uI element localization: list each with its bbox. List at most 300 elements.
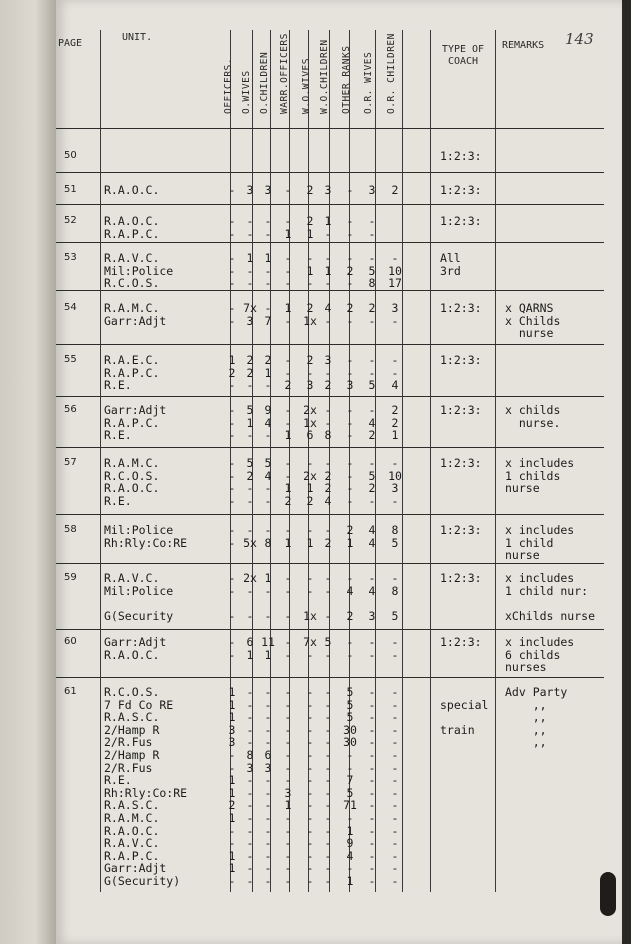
header-unit: UNIT. bbox=[122, 32, 153, 43]
header-page: PAGE bbox=[58, 38, 83, 49]
count-cell: - bbox=[346, 468, 354, 483]
header-coach: TYPE OF COACH bbox=[441, 44, 485, 67]
count-cell: - bbox=[391, 251, 399, 265]
count-cell: - bbox=[324, 571, 332, 585]
count-cell: 5 bbox=[368, 468, 376, 483]
count-cell: - bbox=[324, 760, 332, 775]
count-cell: - bbox=[368, 456, 376, 470]
count-cell: 2 bbox=[246, 468, 254, 483]
count-cell: - bbox=[284, 874, 292, 888]
row-number: 50 bbox=[64, 150, 77, 161]
count-cell: - bbox=[246, 785, 254, 800]
count-cell: 6 bbox=[306, 428, 314, 443]
count-cell: - bbox=[228, 415, 236, 430]
unit-name: R.A.P.C. bbox=[104, 365, 160, 380]
count-cell: - bbox=[228, 635, 236, 649]
count-cell: 1 bbox=[391, 428, 399, 443]
count-cell: - bbox=[324, 276, 332, 291]
unit-name: R.C.O.S. bbox=[104, 685, 160, 699]
row-number: 55 bbox=[64, 354, 77, 365]
count-cell: - bbox=[368, 571, 376, 585]
count-cell: - bbox=[306, 583, 314, 598]
count-cell: - bbox=[246, 428, 254, 443]
count-cell: - bbox=[346, 811, 354, 825]
count-cell: - bbox=[391, 798, 399, 813]
count-cell: 1 bbox=[264, 251, 272, 265]
count-cell: 1 bbox=[264, 571, 272, 585]
count-cell: - bbox=[264, 811, 272, 825]
count-cell: - bbox=[368, 773, 376, 788]
count-cell: - bbox=[346, 276, 354, 291]
count-cell: 1 bbox=[324, 263, 332, 278]
count-cell: - bbox=[228, 823, 236, 838]
count-cell: 2 bbox=[284, 493, 292, 508]
coach-type: 1:2:3: bbox=[440, 456, 482, 470]
count-cell: - bbox=[391, 635, 399, 649]
count-cell: 1 bbox=[228, 773, 236, 788]
unit-name: Rh:Rly:Co:RE bbox=[104, 785, 188, 800]
count-cell: - bbox=[284, 214, 292, 228]
count-cell: - bbox=[284, 183, 292, 197]
count-cell: - bbox=[284, 773, 292, 788]
count-cell: 1x bbox=[303, 415, 317, 430]
count-cell: - bbox=[324, 823, 332, 838]
count-cell: 5 bbox=[246, 456, 254, 470]
count-cell: 1x bbox=[303, 313, 317, 328]
count-cell: - bbox=[264, 481, 272, 496]
count-cell: - bbox=[306, 785, 314, 800]
count-cell: 4 bbox=[324, 493, 332, 508]
count-cell: 30 bbox=[343, 722, 357, 737]
count-cell: - bbox=[306, 748, 314, 762]
count-cell: - bbox=[368, 251, 376, 265]
count-cell: - bbox=[246, 523, 254, 537]
count-cell: - bbox=[264, 697, 272, 712]
count-cell: - bbox=[264, 798, 272, 813]
count-cell: 10 bbox=[388, 263, 402, 278]
row-rule bbox=[56, 563, 604, 564]
count-cell: 5 bbox=[346, 697, 354, 712]
coach-type: 1:2:3: bbox=[440, 403, 482, 417]
count-cell: - bbox=[324, 403, 332, 417]
count-cell: - bbox=[228, 301, 236, 315]
count-cell: - bbox=[391, 722, 399, 737]
count-cell: - bbox=[368, 313, 376, 328]
count-cell: - bbox=[368, 635, 376, 649]
header-column: O.WIVES bbox=[241, 70, 252, 114]
count-cell: - bbox=[264, 848, 272, 863]
count-cell: 4 bbox=[346, 583, 354, 598]
count-cell: - bbox=[284, 415, 292, 430]
count-cell: - bbox=[324, 523, 332, 537]
count-cell: - bbox=[391, 836, 399, 851]
count-cell: - bbox=[228, 251, 236, 265]
count-cell: 2 bbox=[346, 263, 354, 278]
row-rule bbox=[56, 242, 604, 243]
unit-name: 2/Hamp R bbox=[104, 748, 160, 762]
count-cell: - bbox=[284, 263, 292, 278]
remark: 1 childs bbox=[505, 468, 561, 483]
unit-name: Mil:Police bbox=[104, 583, 174, 598]
count-cell: - bbox=[246, 583, 254, 598]
count-cell: 2 bbox=[324, 468, 332, 483]
count-cell: - bbox=[306, 456, 314, 470]
count-cell: 3 bbox=[368, 608, 376, 623]
count-cell: 5 bbox=[391, 535, 399, 550]
count-cell: 7x bbox=[243, 301, 257, 315]
row-rule bbox=[56, 344, 604, 345]
count-cell: - bbox=[324, 848, 332, 863]
count-cell: 8 bbox=[246, 748, 254, 762]
count-cell: - bbox=[368, 697, 376, 712]
unit-name: Rh:Rly:Co:RE bbox=[104, 535, 188, 550]
count-cell: 7 bbox=[264, 313, 272, 328]
count-cell: - bbox=[324, 773, 332, 788]
count-cell: 2 bbox=[368, 481, 376, 496]
count-cell: - bbox=[306, 697, 314, 712]
count-cell: - bbox=[284, 456, 292, 470]
count-cell: - bbox=[246, 722, 254, 737]
count-cell: - bbox=[368, 785, 376, 800]
count-cell: 8 bbox=[368, 276, 376, 291]
count-cell: - bbox=[228, 214, 236, 228]
count-cell: - bbox=[368, 722, 376, 737]
count-cell: - bbox=[306, 722, 314, 737]
count-cell: 1 bbox=[264, 365, 272, 380]
count-cell: - bbox=[368, 798, 376, 813]
count-cell: 1 bbox=[306, 226, 314, 241]
count-cell: - bbox=[306, 523, 314, 537]
unit-name: Garr:Adjt bbox=[104, 313, 167, 328]
row-rule bbox=[56, 204, 604, 205]
count-cell: 2 bbox=[324, 481, 332, 496]
count-cell: 1 bbox=[228, 697, 236, 712]
count-cell: - bbox=[264, 608, 272, 623]
count-cell: 5x bbox=[243, 535, 257, 550]
column-rule bbox=[430, 30, 431, 892]
count-cell: - bbox=[284, 836, 292, 851]
count-cell: 2x bbox=[303, 403, 317, 417]
count-cell: - bbox=[324, 365, 332, 380]
count-cell: - bbox=[391, 685, 399, 699]
count-cell: - bbox=[284, 647, 292, 662]
unit-name: R.A.V.C. bbox=[104, 836, 160, 851]
count-cell: 1 bbox=[284, 301, 292, 315]
count-cell: - bbox=[391, 760, 399, 775]
remark: ,, bbox=[505, 722, 547, 737]
row-number: 52 bbox=[64, 215, 77, 226]
count-cell: 4 bbox=[264, 468, 272, 483]
count-cell: - bbox=[284, 365, 292, 380]
count-cell: 2x bbox=[243, 571, 257, 585]
coach-type: 1:2:3: bbox=[440, 353, 482, 367]
count-cell: 3 bbox=[264, 760, 272, 775]
count-cell: - bbox=[346, 861, 354, 876]
row-number: 58 bbox=[64, 524, 77, 535]
unit-name: 2/R.Fus bbox=[104, 735, 153, 750]
count-cell: - bbox=[324, 685, 332, 699]
count-cell: - bbox=[346, 481, 354, 496]
count-cell: 2 bbox=[346, 523, 354, 537]
count-cell: - bbox=[264, 583, 272, 598]
count-cell: 4 bbox=[346, 848, 354, 863]
count-cell: - bbox=[228, 428, 236, 443]
unit-name: R.A.O.C. bbox=[104, 183, 160, 197]
row-number: 53 bbox=[64, 252, 77, 263]
count-cell: 1 bbox=[228, 848, 236, 863]
unit-name: R.A.V.C. bbox=[104, 571, 160, 585]
header-column: OFFICERS. bbox=[223, 58, 234, 114]
row-rule bbox=[56, 128, 604, 129]
count-cell: - bbox=[391, 848, 399, 863]
count-cell: 17 bbox=[388, 276, 402, 291]
count-cell: 1 bbox=[284, 798, 292, 813]
count-cell: - bbox=[368, 760, 376, 775]
unit-name: 2/R.Fus bbox=[104, 760, 153, 775]
count-cell: - bbox=[246, 798, 254, 813]
count-cell: 2 bbox=[324, 378, 332, 393]
count-cell: 3 bbox=[324, 183, 332, 197]
count-cell: - bbox=[306, 836, 314, 851]
count-cell: - bbox=[264, 735, 272, 750]
row-rule bbox=[56, 447, 604, 448]
count-cell: - bbox=[246, 735, 254, 750]
count-cell: - bbox=[246, 608, 254, 623]
count-cell: - bbox=[264, 710, 272, 725]
count-cell: - bbox=[324, 226, 332, 241]
count-cell: - bbox=[246, 848, 254, 863]
count-cell: - bbox=[264, 214, 272, 228]
count-cell: - bbox=[306, 823, 314, 838]
count-cell: - bbox=[228, 276, 236, 291]
row-rule bbox=[56, 514, 604, 515]
count-cell: - bbox=[324, 647, 332, 662]
count-cell: - bbox=[284, 571, 292, 585]
count-cell: 3 bbox=[228, 722, 236, 737]
count-cell: - bbox=[284, 403, 292, 417]
count-cell: - bbox=[346, 571, 354, 585]
count-cell: - bbox=[368, 848, 376, 863]
count-cell: - bbox=[346, 635, 354, 649]
unit-name: Garr:Adjt bbox=[104, 403, 167, 417]
count-cell: - bbox=[246, 378, 254, 393]
count-cell: - bbox=[264, 523, 272, 537]
count-cell: - bbox=[306, 874, 314, 888]
count-cell: - bbox=[246, 836, 254, 851]
count-cell: 4 bbox=[368, 523, 376, 537]
count-cell: 3 bbox=[391, 301, 399, 315]
row-number: 61 bbox=[64, 686, 77, 697]
count-cell: - bbox=[391, 823, 399, 838]
count-cell: - bbox=[346, 353, 354, 367]
count-cell: - bbox=[284, 468, 292, 483]
unit-name: R.A.M.C. bbox=[104, 456, 160, 470]
count-cell: - bbox=[246, 697, 254, 712]
count-cell: - bbox=[284, 251, 292, 265]
count-cell: - bbox=[228, 760, 236, 775]
count-cell: - bbox=[346, 415, 354, 430]
count-cell: - bbox=[246, 226, 254, 241]
count-cell: 2 bbox=[306, 353, 314, 367]
coach-type: All bbox=[440, 251, 461, 265]
count-cell: - bbox=[284, 848, 292, 863]
remark: x includes bbox=[505, 571, 575, 585]
remark: 6 childs bbox=[505, 647, 561, 662]
count-cell: - bbox=[391, 710, 399, 725]
count-cell: 1 bbox=[306, 263, 314, 278]
count-cell: - bbox=[346, 647, 354, 662]
remark: x includes bbox=[505, 523, 575, 537]
remark: nurse bbox=[505, 548, 540, 563]
count-cell: - bbox=[324, 735, 332, 750]
count-cell: - bbox=[346, 403, 354, 417]
count-cell: 2 bbox=[391, 415, 399, 430]
count-cell: - bbox=[391, 748, 399, 762]
count-cell: - bbox=[391, 365, 399, 380]
count-cell: - bbox=[264, 493, 272, 508]
count-cell: - bbox=[284, 722, 292, 737]
count-cell: - bbox=[368, 735, 376, 750]
row-rule bbox=[56, 290, 604, 291]
remark: ,, bbox=[505, 735, 547, 750]
row-rule bbox=[56, 396, 604, 397]
count-cell: 3 bbox=[246, 760, 254, 775]
count-cell: 2 bbox=[368, 301, 376, 315]
count-cell: - bbox=[306, 365, 314, 380]
count-cell: - bbox=[368, 403, 376, 417]
count-cell: - bbox=[391, 697, 399, 712]
unit-name: Mil:Police bbox=[104, 523, 174, 537]
count-cell: - bbox=[324, 874, 332, 888]
count-cell: 5 bbox=[324, 635, 332, 649]
count-cell: 1 bbox=[284, 428, 292, 443]
count-cell: - bbox=[264, 836, 272, 851]
count-cell: 1 bbox=[346, 535, 354, 550]
coach-type: 1:2:3: bbox=[440, 214, 482, 228]
count-cell: 2 bbox=[306, 301, 314, 315]
unit-name: R.A.P.C. bbox=[104, 415, 160, 430]
count-cell: 2 bbox=[246, 365, 254, 380]
count-cell: - bbox=[264, 823, 272, 838]
count-cell: - bbox=[246, 710, 254, 725]
count-cell: 2 bbox=[368, 428, 376, 443]
count-cell: - bbox=[284, 583, 292, 598]
count-cell: - bbox=[346, 226, 354, 241]
unit-name: R.A.M.C. bbox=[104, 301, 160, 315]
count-cell: - bbox=[264, 301, 272, 315]
count-cell: 3 bbox=[346, 378, 354, 393]
count-cell: - bbox=[264, 722, 272, 737]
count-cell: 2 bbox=[228, 365, 236, 380]
count-cell: - bbox=[391, 647, 399, 662]
count-cell: 6 bbox=[246, 635, 254, 649]
count-cell: - bbox=[368, 493, 376, 508]
count-cell: - bbox=[346, 313, 354, 328]
count-cell: - bbox=[391, 735, 399, 750]
unit-name: R.A.E.C. bbox=[104, 353, 160, 367]
count-cell: - bbox=[284, 276, 292, 291]
remark: x QARNS bbox=[505, 301, 554, 315]
remark: ,, bbox=[505, 710, 547, 725]
count-cell: 1 bbox=[228, 685, 236, 699]
count-cell: 2 bbox=[324, 535, 332, 550]
count-cell: 1 bbox=[246, 647, 254, 662]
row-rule bbox=[56, 172, 604, 173]
count-cell: 5 bbox=[264, 456, 272, 470]
count-cell: - bbox=[264, 276, 272, 291]
header-column: W.O.CHILDREN bbox=[319, 39, 330, 114]
count-cell: - bbox=[306, 861, 314, 876]
binding-shadow bbox=[622, 0, 631, 944]
count-cell: - bbox=[346, 456, 354, 470]
count-cell: 1 bbox=[264, 647, 272, 662]
count-cell: - bbox=[284, 608, 292, 623]
count-cell: 2 bbox=[391, 183, 399, 197]
count-cell: 4 bbox=[264, 415, 272, 430]
row-number: 59 bbox=[64, 572, 77, 583]
count-cell: - bbox=[246, 861, 254, 876]
count-cell: - bbox=[228, 183, 236, 197]
unit-name: R.E. bbox=[104, 428, 132, 443]
count-cell: 2 bbox=[264, 353, 272, 367]
count-cell: 1 bbox=[228, 353, 236, 367]
count-cell: 1 bbox=[306, 481, 314, 496]
unit-name: R.C.O.S. bbox=[104, 468, 160, 483]
remark: nurse bbox=[505, 326, 554, 341]
count-cell: 2 bbox=[306, 214, 314, 228]
remark: 1 child bbox=[505, 535, 554, 550]
count-cell: - bbox=[246, 214, 254, 228]
count-cell: - bbox=[368, 353, 376, 367]
count-cell: 4 bbox=[324, 301, 332, 315]
count-cell: - bbox=[391, 811, 399, 825]
count-cell: 3 bbox=[246, 313, 254, 328]
count-cell: - bbox=[391, 571, 399, 585]
count-cell: 30 bbox=[343, 735, 357, 750]
count-cell: - bbox=[346, 493, 354, 508]
count-cell: - bbox=[246, 493, 254, 508]
count-cell: - bbox=[246, 481, 254, 496]
unit-name: R.A.O.C. bbox=[104, 481, 160, 496]
count-cell: 3 bbox=[368, 183, 376, 197]
row-number: 56 bbox=[64, 404, 77, 415]
count-cell: - bbox=[246, 276, 254, 291]
count-cell: - bbox=[306, 811, 314, 825]
count-cell: - bbox=[306, 710, 314, 725]
count-cell: 3 bbox=[391, 481, 399, 496]
count-cell: - bbox=[346, 760, 354, 775]
count-cell: - bbox=[264, 263, 272, 278]
count-cell: 5 bbox=[346, 785, 354, 800]
count-cell: - bbox=[346, 183, 354, 197]
count-cell: 2 bbox=[346, 301, 354, 315]
unit-name: R.A.S.C. bbox=[104, 710, 160, 725]
unit-name: 2/Hamp R bbox=[104, 722, 160, 737]
unit-name: R.E. bbox=[104, 493, 132, 508]
count-cell: - bbox=[306, 251, 314, 265]
coach-type: 1:2:3: bbox=[440, 301, 482, 315]
count-cell: 3 bbox=[324, 353, 332, 367]
count-cell: - bbox=[228, 226, 236, 241]
count-cell: - bbox=[228, 523, 236, 537]
count-cell: - bbox=[306, 735, 314, 750]
count-cell: - bbox=[368, 226, 376, 241]
count-cell: - bbox=[368, 710, 376, 725]
count-cell: - bbox=[284, 685, 292, 699]
count-cell: 5 bbox=[246, 403, 254, 417]
count-cell: 8 bbox=[391, 523, 399, 537]
count-cell: - bbox=[264, 378, 272, 393]
